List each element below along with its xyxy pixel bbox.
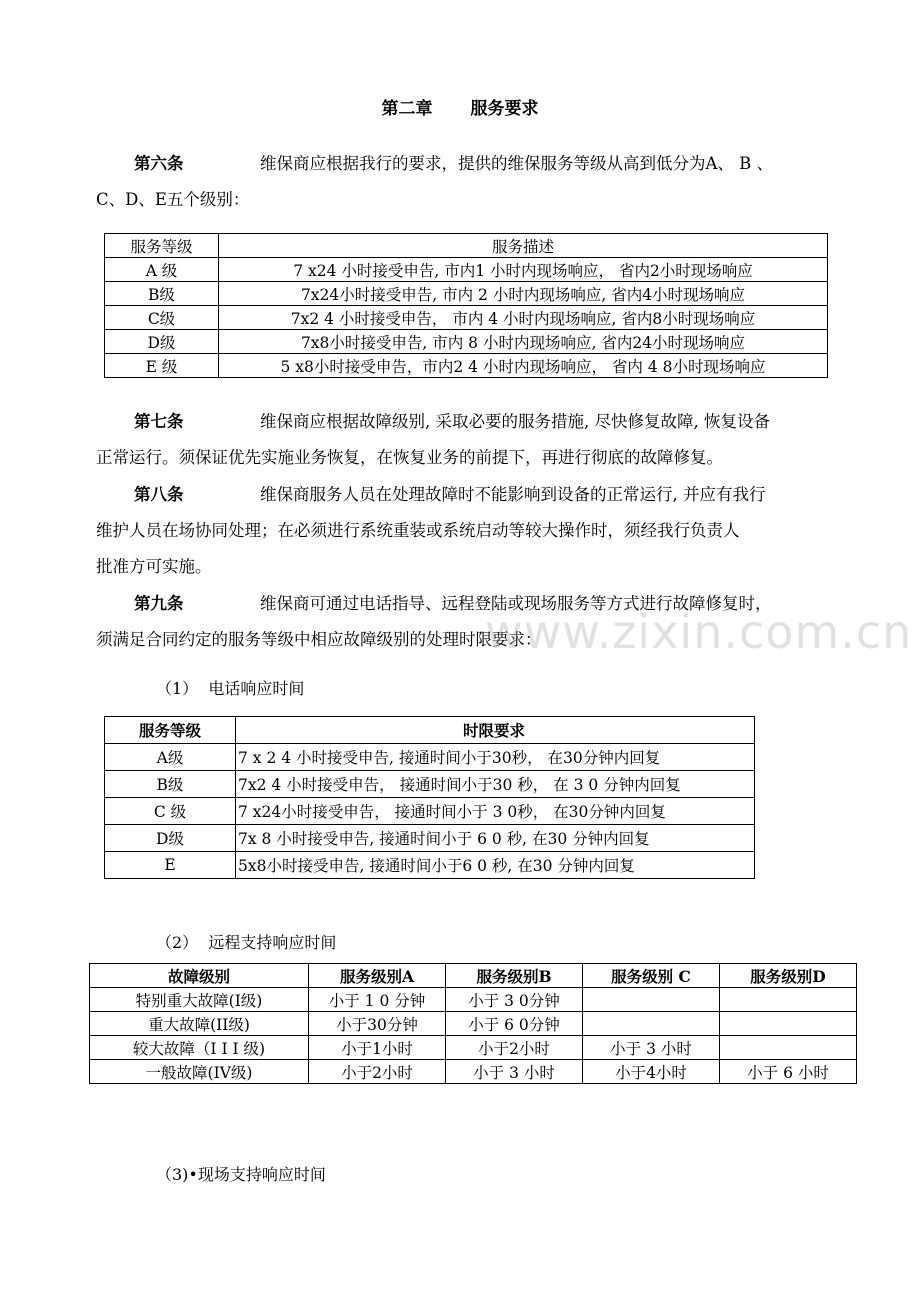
table-row bbox=[105, 798, 755, 825]
article-8 bbox=[96, 477, 841, 585]
table-cell: 小于 3 0分钟 bbox=[446, 988, 583, 1012]
table-cell: 7x2 4 小时接受申告， 市内 4 小时内现场响应, 省内8小时现场响应 bbox=[219, 306, 828, 330]
header-cell: 服务等级 bbox=[105, 717, 236, 744]
table-header-row bbox=[105, 717, 755, 744]
table-cell: 小于 6 0分钟 bbox=[446, 1012, 583, 1036]
table-cell: D级 bbox=[105, 330, 219, 354]
header-cell: 服务等级 bbox=[105, 234, 219, 258]
table-cell: 7x 8 小时接受申告, 接通时间小于 6 0 秒, 在30 分钟内回复 bbox=[236, 825, 755, 852]
table-header-row bbox=[105, 234, 828, 258]
article-text-cont: 维护人员在场协同处理；在必须进行系统重装或系统启动等较大操作时，须经我行负责人 bbox=[96, 521, 740, 540]
table-row bbox=[105, 354, 828, 378]
section-number: （1） bbox=[156, 679, 199, 698]
table-row bbox=[105, 744, 755, 771]
header-cell: 服务级别 C bbox=[583, 964, 720, 988]
article-label: 第八条 bbox=[134, 485, 184, 504]
table-cell: 小于1小时 bbox=[309, 1036, 446, 1060]
table-cell: 小于30分钟 bbox=[309, 1012, 446, 1036]
article-7 bbox=[96, 404, 841, 476]
table-row bbox=[105, 771, 755, 798]
table-cell: 7x24小时接受申告, 市内 2 小时内现场响应, 省内4小时现场响应 bbox=[219, 282, 828, 306]
table-cell: 7x8小时接受申告, 市内 8 小时内现场响应, 省内24小时现场响应 bbox=[219, 330, 828, 354]
table-row bbox=[90, 988, 857, 1012]
watermark: www.zixin.com.cn bbox=[485, 605, 913, 659]
section-phone-response bbox=[156, 676, 304, 699]
table-cell bbox=[720, 1012, 857, 1036]
table-cell: D级 bbox=[105, 825, 236, 852]
table-cell: 特别重大故障(I级) bbox=[90, 988, 309, 1012]
header-cell: 服务级别A bbox=[309, 964, 446, 988]
table-cell: C 级 bbox=[105, 798, 236, 825]
table-row bbox=[105, 330, 828, 354]
table-row bbox=[90, 1012, 857, 1036]
article-text-cont: C、D、E五个级别： bbox=[96, 190, 250, 209]
table-row bbox=[90, 1060, 857, 1084]
table-cell: 7 x24小时接受申告， 接通时间小于 3 0秒， 在30分钟内回复 bbox=[236, 798, 755, 825]
service-level-table bbox=[104, 233, 828, 378]
table-cell: 小于 6 小时 bbox=[720, 1060, 857, 1084]
header-cell: 时限要求 bbox=[236, 717, 755, 744]
chapter-title: 服务要求 bbox=[470, 99, 539, 119]
table-cell: 小于 3 小时 bbox=[583, 1036, 720, 1060]
table-cell: 较大故障（I I I 级) bbox=[90, 1036, 309, 1060]
section-remote-response bbox=[156, 930, 336, 953]
section-number: （2） bbox=[156, 933, 199, 952]
header-cell: 服务级别B bbox=[446, 964, 583, 988]
article-text: 维保商应根据故障级别, 采取必要的服务措施, 尽快修复故障, 恢复设备 bbox=[260, 412, 770, 431]
table-row bbox=[105, 258, 828, 282]
table-row bbox=[105, 282, 828, 306]
table-row bbox=[90, 1036, 857, 1060]
article-text-cont: 须满足合同约定的服务等级中相应故障级别的处理时限要求： bbox=[96, 630, 542, 649]
table-cell: A级 bbox=[105, 744, 236, 771]
article-text-cont: 正常运行。须保证优先实施业务恢复，在恢复业务的前提下，再进行彻底的故障修复。 bbox=[96, 448, 723, 467]
table-cell: E bbox=[105, 852, 236, 879]
table-cell: 7 x 2 4 小时接受申告, 接通时间小于30秒， 在30分钟内回复 bbox=[236, 744, 755, 771]
section-onsite-response: （3)•现场支持响应时间 bbox=[156, 1165, 326, 1184]
article-text-cont: 批准方可实施。 bbox=[96, 557, 212, 576]
table-cell: C级 bbox=[105, 306, 219, 330]
table-cell: 一般故障(IV级) bbox=[90, 1060, 309, 1084]
phone-response-table bbox=[104, 716, 755, 879]
table-cell bbox=[583, 1012, 720, 1036]
table-cell: B级 bbox=[105, 282, 219, 306]
article-label: 第七条 bbox=[134, 412, 184, 431]
remote-response-table bbox=[89, 963, 857, 1084]
chapter-number: 第二章 bbox=[381, 99, 433, 119]
table-cell: 小于4小时 bbox=[583, 1060, 720, 1084]
table-cell: 7x2 4 小时接受申告， 接通时间小于30 秒， 在 3 0 分钟内回复 bbox=[236, 771, 755, 798]
section-title: 电话响应时间 bbox=[208, 679, 305, 698]
article-text: 维保商应根据我行的要求，提供的维保服务等级从高到低分为A、 B 、 bbox=[260, 154, 774, 173]
table-cell: 5x8小时接受申告, 接通时间小于6 0 秒, 在30 分钟内回复 bbox=[236, 852, 755, 879]
table-cell: 小于2小时 bbox=[446, 1036, 583, 1060]
table-cell: 重大故障(II级) bbox=[90, 1012, 309, 1036]
header-cell: 故障级别 bbox=[90, 964, 309, 988]
header-cell: 服务描述 bbox=[219, 234, 828, 258]
table-row bbox=[105, 825, 755, 852]
table-cell: B级 bbox=[105, 771, 236, 798]
article-text: 维保商服务人员在处理故障时不能影响到设备的正常运行, 并应有我行 bbox=[260, 485, 766, 504]
table-cell bbox=[720, 1036, 857, 1060]
table-cell: A 级 bbox=[105, 258, 219, 282]
table-cell: 5 x8小时接受申告，市内2 4 小时内现场响应， 省内 4 8小时现场响应 bbox=[219, 354, 828, 378]
article-text: 维保商可通过电话指导、远程登陆或现场服务等方式进行故障修复时， bbox=[260, 594, 772, 613]
table-cell: 7 x24 小时接受申告, 市内1 小时内现场响应， 省内2小时现场响应 bbox=[219, 258, 828, 282]
table-cell bbox=[720, 988, 857, 1012]
table-header-row bbox=[90, 964, 857, 988]
table-cell: 小于 1 0 分钟 bbox=[309, 988, 446, 1012]
chapter-heading bbox=[0, 94, 920, 119]
article-label: 第九条 bbox=[134, 594, 184, 613]
table-cell: 小于 3 小时 bbox=[446, 1060, 583, 1084]
table-cell: E 级 bbox=[105, 354, 219, 378]
article-6 bbox=[96, 146, 841, 218]
table-row bbox=[105, 306, 828, 330]
table-row bbox=[105, 852, 755, 879]
header-cell: 服务级别D bbox=[720, 964, 857, 988]
section-title: 远程支持响应时间 bbox=[208, 933, 337, 952]
table-cell bbox=[583, 988, 720, 1012]
article-label: 第六条 bbox=[134, 154, 184, 173]
table-cell: 小于2小时 bbox=[309, 1060, 446, 1084]
